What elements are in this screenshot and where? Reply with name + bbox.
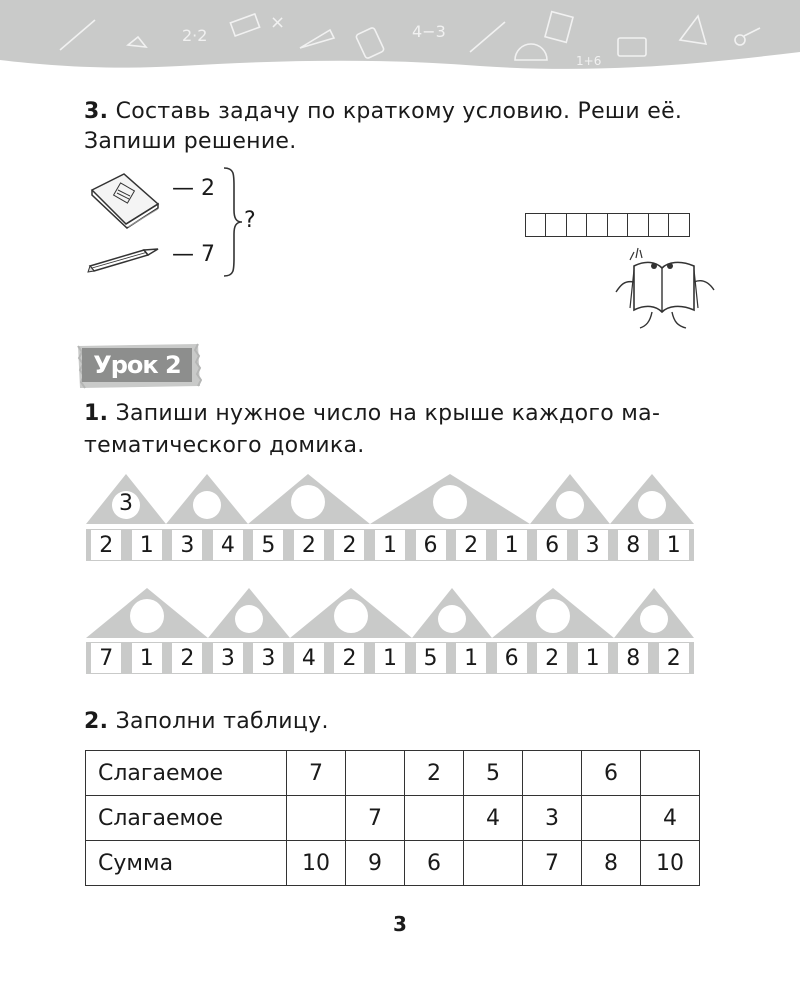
table-cell: 6 [405, 841, 464, 886]
doodle-math-1-6: 1+6 [576, 54, 602, 68]
row-label: Сумма [86, 841, 287, 886]
houses-row-1-roofs [86, 472, 694, 524]
digit-cell [329, 642, 370, 674]
task-2-number: 2. [84, 709, 109, 734]
digit-value: 3 [213, 643, 243, 673]
digit-value: 2 [456, 530, 486, 560]
table-cell: 9 [346, 841, 405, 886]
digit-value: 2 [659, 643, 689, 673]
digit-cell [613, 529, 654, 561]
pencil-count: — 7 [172, 242, 215, 267]
answer-cell[interactable] [668, 213, 690, 237]
houses-row-2-digits [86, 642, 694, 674]
digit-cell [653, 529, 694, 561]
houses-row-1-digits [86, 529, 694, 561]
digit-value: 6 [416, 530, 446, 560]
table-cell: 6 [582, 751, 641, 796]
answer-cell[interactable] [586, 213, 608, 237]
digit-cell [451, 529, 492, 561]
digit-cell [491, 642, 532, 674]
digit-cell [532, 529, 573, 561]
digit-value: 2 [172, 643, 202, 673]
table-cell[interactable] [287, 796, 346, 841]
digit-cell [329, 529, 370, 561]
digit-value: 3 [253, 643, 283, 673]
digit-value: 1 [578, 643, 608, 673]
table-cell[interactable] [523, 751, 582, 796]
answer-cell[interactable] [607, 213, 629, 237]
digit-cell [653, 642, 694, 674]
digit-cell [370, 529, 411, 561]
task-1-number: 1. [84, 401, 109, 426]
digit-value: 2 [294, 530, 324, 560]
page-number: 3 [393, 912, 407, 936]
table-cell: 4 [464, 796, 523, 841]
book-character-icon [606, 246, 722, 334]
question-mark: ? [244, 208, 256, 233]
digit-value: 7 [91, 643, 121, 673]
digit-value: 2 [91, 530, 121, 560]
digit-cell [289, 529, 330, 561]
task-1-text [84, 398, 694, 430]
houses-row-2-roofs [86, 586, 694, 638]
digit-value: 4 [294, 643, 324, 673]
addition-table [85, 750, 700, 886]
digit-cell [167, 642, 208, 674]
digit-cell [613, 642, 654, 674]
answer-cells[interactable] [526, 213, 690, 237]
table-cell[interactable] [582, 796, 641, 841]
row-label: Слагаемое [86, 751, 287, 796]
row-label: Слагаемое [86, 796, 287, 841]
table-cell: 10 [287, 841, 346, 886]
digit-cell [86, 529, 127, 561]
digit-value: 1 [375, 530, 405, 560]
digit-cell [248, 642, 289, 674]
digit-value: 2 [537, 643, 567, 673]
table-cell: 7 [346, 796, 405, 841]
task-2-title: Заполни таблицу. [115, 709, 329, 734]
task-3-line1: Составь задачу по краткому условию. Реши её. [115, 99, 683, 124]
digit-cell [167, 529, 208, 561]
table-row [86, 796, 700, 841]
table-cell[interactable] [464, 841, 523, 886]
digit-cell [208, 642, 249, 674]
digit-value: 6 [497, 643, 527, 673]
table-row [86, 841, 700, 886]
digit-value: 1 [497, 530, 527, 560]
table-cell[interactable] [346, 751, 405, 796]
digit-cell [248, 529, 289, 561]
table-cell: 4 [641, 796, 700, 841]
notebook-count: — 2 [172, 176, 215, 201]
digit-cell [572, 529, 613, 561]
digit-cell [410, 529, 451, 561]
answer-cell[interactable] [627, 213, 649, 237]
digit-value: 2 [334, 643, 364, 673]
table-cell: 8 [582, 841, 641, 886]
answer-cell[interactable] [545, 213, 567, 237]
doodle-math-2x2: 2·2 [182, 26, 208, 45]
digit-value: 1 [456, 643, 486, 673]
curly-brace [222, 166, 244, 278]
digit-cell [532, 642, 573, 674]
doodle-math-4-3: 4−3 [412, 22, 446, 41]
digit-value: 4 [213, 530, 243, 560]
digit-value: 1 [132, 643, 162, 673]
digit-cell [289, 642, 330, 674]
table-cell[interactable] [405, 796, 464, 841]
task-3-number: 3. [84, 99, 109, 124]
digit-value: 1 [132, 530, 162, 560]
digit-value: 2 [334, 530, 364, 560]
digit-value: 5 [253, 530, 283, 560]
digit-cell [451, 642, 492, 674]
digit-value: 6 [537, 530, 567, 560]
table-cell: 10 [641, 841, 700, 886]
task-1-line1: Запиши нужное число на крыше каждого ма- [115, 401, 661, 426]
table-row [86, 751, 700, 796]
digit-value: 1 [659, 530, 689, 560]
table-cell: 7 [523, 841, 582, 886]
answer-cell[interactable] [648, 213, 670, 237]
table-cell[interactable] [641, 751, 700, 796]
table-cell: 3 [523, 796, 582, 841]
digit-cell [127, 642, 168, 674]
header-banner [0, 0, 800, 80]
table-cell: 2 [405, 751, 464, 796]
digit-cell [86, 642, 127, 674]
task-3-text [84, 96, 694, 128]
answer-cell[interactable] [525, 213, 547, 237]
digit-value: 8 [618, 530, 648, 560]
digit-cell [572, 642, 613, 674]
table-cell: 5 [464, 751, 523, 796]
table-cell: 7 [287, 751, 346, 796]
task-1-text-line2: тематического домика. [84, 433, 365, 458]
pencil-icon [86, 242, 162, 274]
roof-value-1[interactable]: 3 [119, 491, 133, 516]
doodle-math-x: × [270, 12, 286, 33]
digit-value: 3 [172, 530, 202, 560]
answer-cell[interactable] [566, 213, 588, 237]
lesson-title: Урок 2 [82, 348, 192, 382]
digit-value: 1 [375, 643, 405, 673]
digit-value: 5 [416, 643, 446, 673]
digit-value: 8 [618, 643, 648, 673]
digit-cell [370, 642, 411, 674]
digit-cell [127, 529, 168, 561]
digit-cell [410, 642, 451, 674]
notebook-icon [84, 168, 164, 230]
digit-value: 3 [578, 530, 608, 560]
task-2-text [84, 706, 329, 738]
task-3-text-line2: Запиши решение. [84, 129, 297, 154]
lesson-badge [76, 342, 202, 390]
digit-cell [491, 529, 532, 561]
digit-cell [208, 529, 249, 561]
